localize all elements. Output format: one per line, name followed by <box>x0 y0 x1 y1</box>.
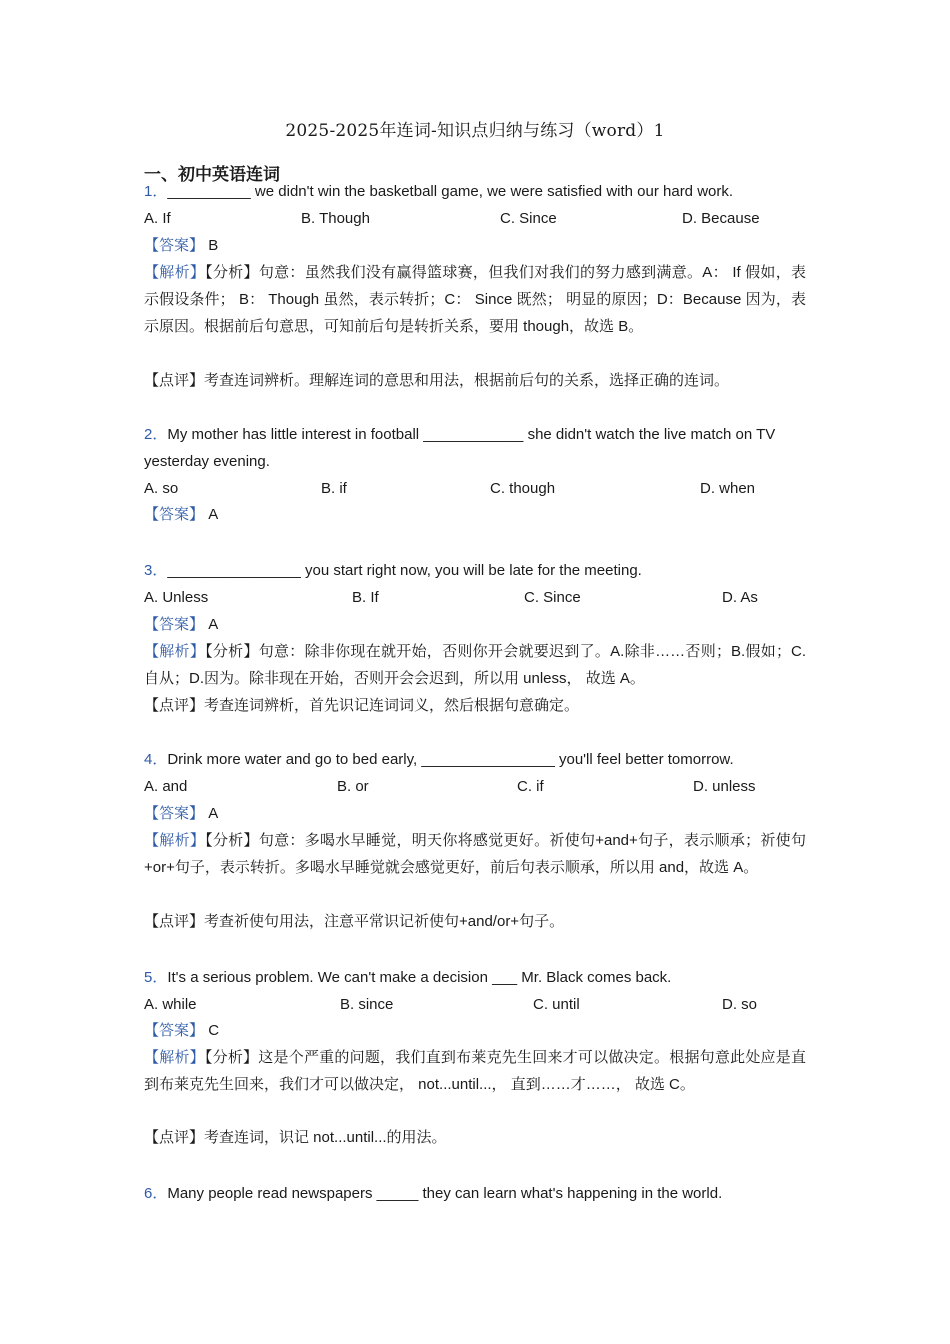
question-2-stem-cont: yesterday evening. <box>144 453 270 470</box>
question-text: ________________ you start right now, you will be late for the meeting. <box>167 562 642 579</box>
answer-label: 【答案】 <box>144 805 205 822</box>
analysis-text: 这是个严重的问题，我们直到布莱克先生回来才可以做决定。根据句意此处应是直到布莱克先生回来，我们才可以做决定， not...until...， 直到……才……， 故选 C。 <box>144 1049 806 1093</box>
q5-option-c: C. until <box>533 996 580 1013</box>
analysis-text: 句意：虽然我们没有赢得篮球赛，但我们对我们的努力感到满意。A： If 假如，表示假设条件； B： Though 虽然，表示转折；C： Since 既然； 明显的原因；D：Because 因为，表示原因。根据前后句意思，可知前后句是转折关系，要用 though，故选 B。 <box>144 264 806 335</box>
q2-option-c: C. though <box>490 480 556 497</box>
analysis-label: 【解析】 <box>144 643 206 660</box>
q4-option-c: C. if <box>517 778 544 795</box>
q2-answer <box>144 505 218 525</box>
fenxi-label: 【分析】 <box>205 832 259 849</box>
question-3-stem <box>144 561 642 581</box>
fenxi-label: 【分析】 <box>204 1049 259 1066</box>
q5-analysis <box>144 1044 806 1098</box>
q2-option-d: D. when <box>700 480 756 497</box>
comment-text: 考查连词辨析，首先识记连词词义，然后根据句意确定。 <box>204 697 580 714</box>
answer-label: 【答案】 <box>144 237 205 254</box>
analysis-label: 【解析】 <box>144 1049 205 1066</box>
fenxi-label: 【分析】 <box>205 264 259 281</box>
question-text: It's a serious problem. We can't make a decision ___ Mr. Black comes back. <box>167 969 672 986</box>
q1-comment <box>144 371 729 391</box>
answer-label: 【答案】 <box>144 506 205 523</box>
q3-option-b: B. If <box>352 589 379 606</box>
q5-option-d: D. so <box>722 996 758 1013</box>
q4-option-a: A. and <box>144 778 188 795</box>
q5-option-a: A. while <box>144 996 197 1013</box>
question-1-stem <box>144 182 733 202</box>
q4-comment <box>144 912 564 932</box>
q5-comment <box>144 1128 447 1148</box>
comment-text: 考查连词，识记 not...until...的用法。 <box>204 1129 447 1146</box>
question-2-stem <box>144 425 775 445</box>
q3-comment <box>144 696 579 716</box>
q3-analysis <box>144 638 806 692</box>
answer-label: 【答案】 <box>144 1022 205 1039</box>
q2-option-b: B. if <box>321 480 347 497</box>
page-title: 2025-2025年连词-知识点归纳与练习（word）1 <box>285 121 665 141</box>
q1-analysis <box>144 259 806 340</box>
analysis-label: 【解析】 <box>144 264 206 281</box>
fenxi-label: 【分析】 <box>205 643 259 660</box>
q1-option-c: C. Since <box>500 210 557 227</box>
answer-value: A <box>208 616 219 633</box>
question-number: 3． <box>144 562 168 579</box>
answer-value: A <box>208 506 219 523</box>
q1-option-a: A. If <box>144 210 171 227</box>
q3-option-a: A. Unless <box>144 589 209 606</box>
comment-label: 【点评】 <box>144 372 205 389</box>
answer-label: 【答案】 <box>144 616 205 633</box>
q3-option-d: D. As <box>722 589 758 606</box>
q4-analysis <box>144 827 806 881</box>
question-number: 5． <box>144 969 168 986</box>
q5-answer <box>144 1021 219 1041</box>
question-number: 6． <box>144 1185 168 1202</box>
q4-answer <box>144 804 218 824</box>
question-6-stem <box>144 1184 722 1204</box>
question-number: 1． <box>144 183 168 200</box>
question-text: __________ we didn't win the basketball game, we were satisfied with our hard work. <box>167 183 734 200</box>
comment-text: 考查连词辨析。理解连词的意思和用法，根据前后句的关系，选择正确的连词。 <box>204 372 730 389</box>
q2-option-a: A. so <box>144 480 179 497</box>
question-number: 4． <box>144 751 168 768</box>
question-text: Drink more water and go to bed early, ________________ you'll feel better tomorrow. <box>167 751 734 768</box>
analysis-text: 句意：多喝水早睡觉，明天你将感觉更好。祈使句+and+句子，表示顺承；祈使句+or+句子，表示转折。多喝水早睡觉就会感觉更好，前后句表示顺承，所以用 and，故选 A。 <box>144 832 806 876</box>
analysis-text: 句意：除非你现在就开始，否则你开会就要迟到了。A.除非……否则；B.假如；C.自从；D.因为。除非现在开始，否则开会会迟到，所以用 unless， 故选 A。 <box>144 643 806 687</box>
comment-label: 【点评】 <box>144 913 205 930</box>
q5-option-b: B. since <box>340 996 394 1013</box>
q1-answer <box>144 236 218 256</box>
q4-option-b: B. or <box>337 778 369 795</box>
q1-option-d: D. Because <box>682 210 760 227</box>
q4-option-d: D. unless <box>693 778 756 795</box>
answer-value: A <box>208 805 219 822</box>
analysis-label: 【解析】 <box>144 832 206 849</box>
question-number: 2． <box>144 426 168 443</box>
q1-option-b: B. Though <box>301 210 370 227</box>
comment-label: 【点评】 <box>144 1129 205 1146</box>
question-5-stem <box>144 968 671 988</box>
q3-answer <box>144 615 218 635</box>
answer-value: B <box>208 237 219 254</box>
comment-text: 考查祈使句用法，注意平常识记祈使句+and/or+句子。 <box>204 913 565 930</box>
comment-label: 【点评】 <box>144 697 205 714</box>
question-text: My mother has little interest in football ____________ she didn't watch the live match on TV <box>167 426 776 443</box>
question-4-stem <box>144 750 734 770</box>
question-text: Many people read newspapers _____ they can learn what's happening in the world. <box>167 1185 723 1202</box>
q3-option-c: C. Since <box>524 589 581 606</box>
section-heading: 一、初中英语连词 <box>144 165 280 185</box>
answer-value: C <box>208 1022 220 1039</box>
